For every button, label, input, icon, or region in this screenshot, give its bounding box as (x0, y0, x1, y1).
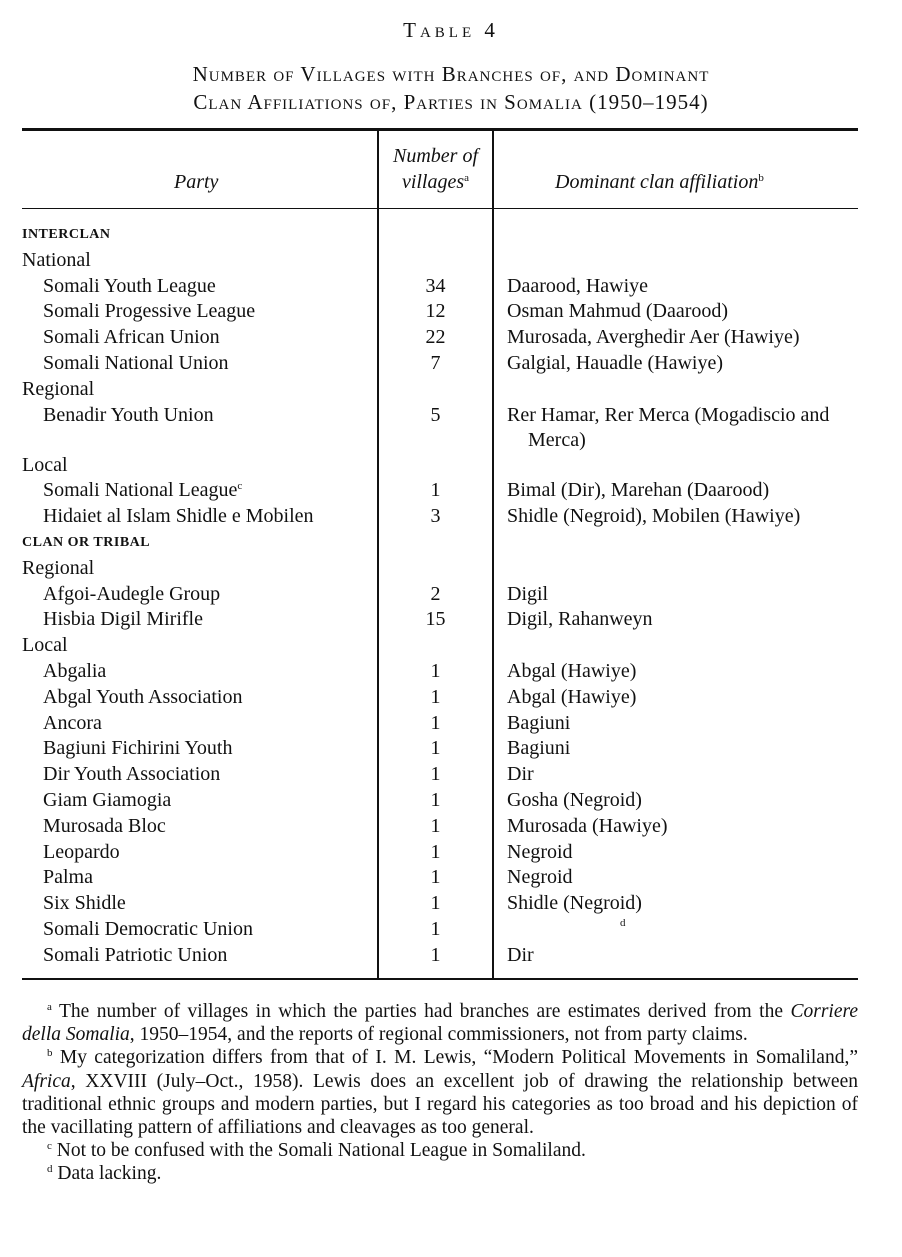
party-name-text: Giam Giamogia (43, 788, 172, 811)
footnote-mark: a (47, 1001, 52, 1013)
table-row (0, 788, 902, 814)
table-row (0, 478, 902, 504)
footnote-c (22, 1139, 858, 1162)
party-name-text: Somali Democratic Union (43, 917, 253, 940)
party-name (43, 478, 242, 504)
party-name-text: Abgal Youth Association (43, 685, 243, 708)
footnotes (22, 1000, 858, 1186)
party-name-text: Six Shidle (43, 892, 126, 915)
party-name-text: Murosada Bloc (43, 814, 166, 837)
village-count: 7 (430, 351, 441, 374)
party-name-text: Bagiuni Fichirini Youth (43, 737, 233, 760)
subsection-label: Local (22, 453, 68, 476)
village-count: 1 (430, 479, 441, 502)
party-name (43, 504, 314, 530)
clan-affiliation: Shidle (Negroid) (507, 892, 642, 915)
header-villages-note: a (464, 172, 470, 184)
footnote-text: The number of villages in which the parties had branches are estimates derived from the (59, 1001, 791, 1022)
subsection-heading (0, 453, 902, 479)
bottom-rule (22, 978, 858, 980)
village-count: 1 (430, 892, 441, 915)
header-rule (22, 208, 858, 209)
clan-affiliation: Dir (507, 763, 534, 786)
table-row (0, 504, 902, 530)
header-villages (379, 143, 492, 195)
party-name-text: Hisbia Digil Mirifle (43, 608, 203, 631)
village-count: 12 (425, 300, 446, 323)
village-count: 1 (430, 659, 441, 682)
party-name-text: Palma (43, 866, 93, 889)
footnote-text: My categorization differs from that of I. M. Lewis, “Modern Political Movements in Somaliland,” (59, 1047, 858, 1069)
footnote-d (22, 1162, 858, 1185)
village-count: 1 (430, 737, 441, 760)
table-row (0, 762, 902, 788)
subsection-heading (0, 556, 902, 582)
village-count: 1 (430, 685, 441, 708)
table-row (0, 274, 902, 300)
party-name (43, 840, 120, 866)
clan-note: d (620, 916, 626, 929)
clan-affiliation: Gosha (Negroid) (507, 788, 642, 811)
clan-affiliation: Dir (507, 943, 534, 966)
party-name (43, 299, 255, 325)
section-label: CLAN OR TRIBAL (22, 534, 151, 550)
party-name-text: Somali Youth League (43, 274, 216, 297)
party-name (43, 325, 220, 351)
clan-affiliation: Negroid (507, 866, 573, 889)
table-row (0, 736, 902, 762)
party-name (43, 274, 216, 300)
clan-affiliation: Daarood, Hawiye (507, 274, 649, 297)
village-count: 1 (430, 763, 441, 786)
footnote-mark: c (47, 1140, 52, 1153)
clan-affiliation: Negroid (507, 840, 573, 863)
party-name-text: Somali National League (43, 479, 238, 502)
party-name-text: Somali Progessive League (43, 300, 256, 323)
table-label: Table 4 (403, 18, 499, 42)
subsection-label: Regional (22, 556, 95, 579)
footnote-italic: Corriere della Somalia (22, 1001, 858, 1046)
clan-affiliation: Shidle (Negroid), Mobilen (Hawiye) (507, 505, 801, 528)
party-name (43, 351, 229, 377)
table-row (0, 607, 902, 633)
clan-affiliation: Abgal (Hawiye) (507, 659, 637, 682)
village-count: 34 (425, 274, 446, 297)
table-row (0, 865, 902, 891)
section-heading (0, 530, 902, 556)
party-name (43, 607, 203, 633)
subsection-heading (0, 377, 902, 403)
subsection-label: Local (22, 634, 68, 657)
village-count: 5 (430, 403, 441, 426)
subsection-heading (0, 633, 902, 659)
header-clan (555, 171, 764, 194)
table-row (0, 711, 902, 737)
top-rule (22, 128, 858, 131)
footnote-text: Not to be confused with the Somali National League in Somaliland. (56, 1140, 586, 1162)
footnote-text: Data lacking. (57, 1163, 162, 1185)
party-name (43, 865, 93, 891)
party-name (43, 814, 166, 840)
table-row (0, 917, 902, 943)
title-line-1: Number of Villages with Branches of, and Dominant (192, 62, 710, 86)
footnote-text-after: , XXVIII (July–Oct., 1958). Lewis does an excellent job of drawing the relationship between traditional ethnic groups and modern parties, but I regard his categories as too broad and his depiction of the vacillating pattern of affiliations and cleavages as too general. (22, 1070, 858, 1139)
header-clan-note: b (758, 172, 764, 184)
header-villages-line-1: Number of (393, 145, 478, 167)
table-row (0, 685, 902, 711)
table-row (0, 582, 902, 608)
section-heading (0, 222, 902, 248)
party-name (43, 917, 253, 943)
village-count: 1 (430, 711, 441, 734)
subsection-heading (0, 248, 902, 274)
footnote-a (22, 1000, 858, 1046)
header-villages-text: villages (401, 171, 465, 193)
footnote-text-after: , 1950–1954, and the reports of regional commissioners, not from party claims. (129, 1024, 748, 1046)
clan-affiliation: Rer Hamar, Rer Merca (Mogadiscio and Merca) (507, 403, 830, 451)
table-body (0, 222, 902, 969)
village-count: 1 (430, 943, 441, 966)
party-name (43, 685, 242, 711)
party-name (43, 736, 232, 762)
village-count: 2 (430, 582, 441, 605)
party-name (43, 943, 227, 969)
subsection-label: Regional (22, 377, 95, 400)
clan-affiliation: Murosada (Hawiye) (507, 814, 668, 837)
village-count: 1 (430, 917, 441, 940)
subsection-label: National (22, 248, 91, 271)
header-clan-text: Dominant clan affiliation (555, 171, 759, 193)
table-row (0, 299, 902, 325)
party-name (43, 711, 102, 737)
header-party: Party (174, 171, 219, 193)
party-name (43, 891, 126, 917)
party-name-text: Abgalia (43, 659, 107, 682)
party-name (43, 788, 171, 814)
party-name (43, 403, 214, 429)
village-count: 1 (430, 840, 441, 863)
table-row (0, 325, 902, 351)
footnote-mark: b (47, 1047, 53, 1060)
clan-affiliation: Abgal (Hawiye) (507, 685, 637, 708)
party-name-text: Dir Youth Association (43, 763, 221, 786)
clan-affiliation: Bimal (Dir), Marehan (Daarood) (507, 479, 770, 502)
clan-affiliation: Digil, Rahanweyn (507, 608, 653, 631)
village-count: 15 (425, 608, 446, 631)
table-row (0, 351, 902, 377)
party-note: c (237, 480, 243, 493)
table-row (0, 814, 902, 840)
party-name (43, 582, 220, 608)
table-row (0, 943, 902, 969)
clan-affiliation: Bagiuni (507, 711, 571, 734)
clan-affiliation: Murosada, Averghedir Aer (Hawiye) (507, 326, 800, 349)
footnote-mark: d (47, 1163, 53, 1176)
party-name (43, 659, 106, 685)
title-line-2: Clan Affiliations of, Parties in Somalia (1950–1954) (193, 90, 709, 114)
table-row (0, 659, 902, 685)
footnote-b (22, 1046, 858, 1139)
village-count: 1 (430, 866, 441, 889)
header-villages-line-2 (379, 169, 492, 195)
party-name-text: Somali African Union (43, 326, 220, 349)
clan-affiliation: Bagiuni (507, 737, 571, 760)
village-count: 1 (430, 788, 441, 811)
clan-affiliation: Galgial, Hauadle (Hawiye) (507, 351, 724, 374)
table-row (0, 403, 902, 453)
table-row (0, 891, 902, 917)
party-name-text: Hidaiet al Islam Shidle e Mobilen (43, 505, 314, 528)
village-count: 22 (425, 326, 446, 349)
party-name-text: Leopardo (43, 840, 120, 863)
party-name-text: Ancora (43, 711, 102, 734)
section-label: INTERCLAN (22, 227, 111, 242)
village-count: 1 (430, 814, 441, 837)
party-name (43, 762, 220, 788)
party-name-text: Somali National Union (43, 351, 229, 374)
footnote-italic: Africa (22, 1070, 71, 1092)
table-row (0, 840, 902, 866)
party-name-text: Afgoi-Audegle Group (43, 582, 221, 605)
clan-affiliation: Digil (507, 582, 549, 605)
party-name-text: Somali Patriotic Union (43, 943, 228, 966)
table-title (60, 60, 842, 116)
clan-affiliation: Osman Mahmud (Daarood) (507, 300, 729, 323)
party-name-text: Benadir Youth Union (43, 403, 214, 426)
village-count: 3 (430, 505, 441, 528)
